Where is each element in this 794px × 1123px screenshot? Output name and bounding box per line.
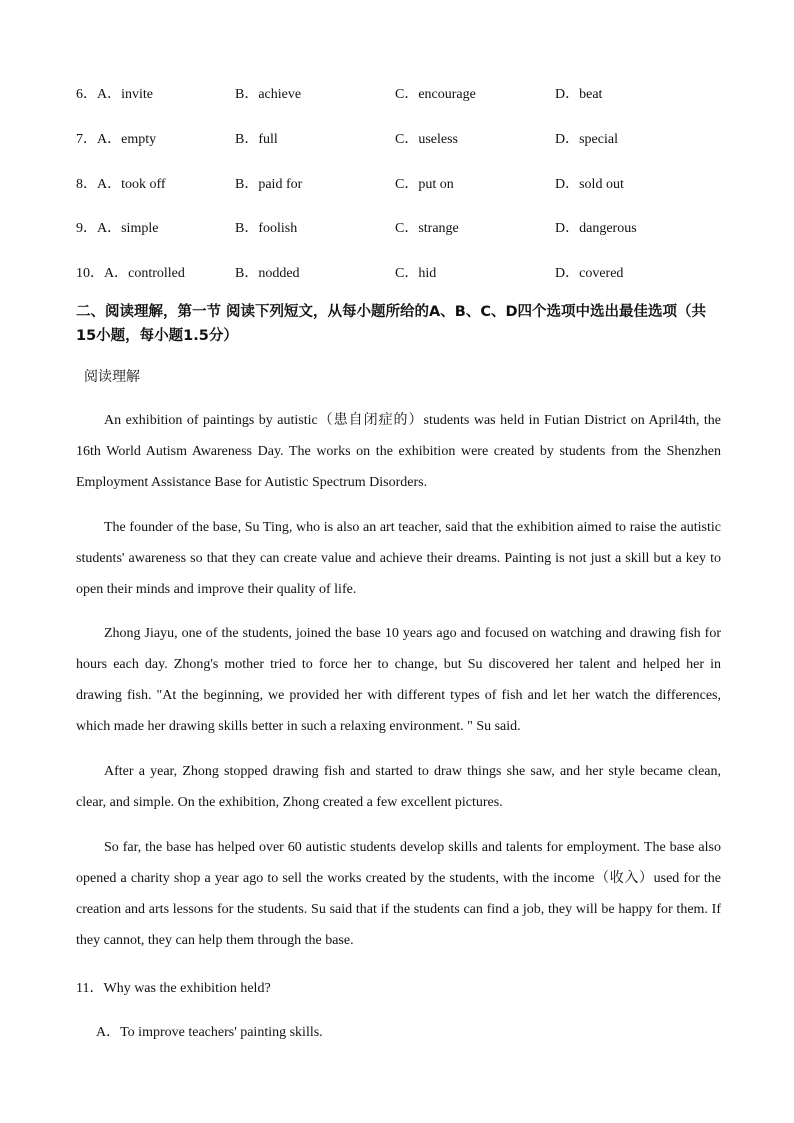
option-b: B．paid for [235, 177, 303, 192]
question-9 [76, 217, 736, 237]
option-b: B．nodded [235, 266, 300, 281]
section-title: 二、阅读理解，第一节 阅读下列短文，从每小题所给的A、B、C、D四个选项中选出最佳选项（共15小题，每小题1.5分） [76, 304, 706, 344]
option-c: C．put on [395, 177, 454, 192]
option-b: B．full [235, 132, 278, 147]
question-11-option-a: A．To improve teachers' painting skills. [96, 1025, 323, 1040]
option-c: C．hid [395, 266, 437, 281]
option-c: C．encourage [395, 87, 476, 102]
question-7 [76, 128, 736, 148]
question-10 [76, 262, 736, 282]
option-a: 7．A．empty [76, 132, 157, 147]
option-b: B．foolish [235, 221, 298, 236]
option-a: 8．A．took off [76, 177, 166, 192]
option-d: D．dangerous [555, 221, 637, 236]
option-c: C．strange [395, 221, 459, 236]
question-6 [76, 83, 736, 103]
option-d: D．beat [555, 87, 603, 102]
option-d: D．special [555, 132, 618, 147]
question-8 [76, 173, 736, 193]
paragraph-1: An exhibition of paintings by autistic（患自闭症的）students was held in Futian District on April4th, the 16th World Autism Awareness Day. The works on the exhibition were created by students from the Shenzhen Employment Assistance Base for Autistic Spectrum Disorders. [76, 413, 721, 490]
option-d: D．sold out [555, 177, 624, 192]
option-b: B．achieve [235, 87, 302, 102]
option-d: D．covered [555, 266, 624, 281]
paragraph-4: After a year, Zhong stopped drawing fish and started to draw things she saw, and her style became clean, clear, and simple. On the exhibition, Zhong created a few excellent pictures. [76, 764, 721, 810]
option-a: 9．A．simple [76, 221, 159, 236]
paragraph-5: So far, the base has helped over 60 autistic students develop skills and talents for employment. The base also opened a charity shop a year ago to sell the works created by the students, with the income（收入）used for the creation and arts lessons for the students. Su said that if the students can find a job, they will be happy for them. If they cannot, they can help them through the base. [76, 840, 721, 948]
option-a: 10．A．controlled [76, 266, 185, 281]
paragraph-2: The founder of the base, Su Ting, who is also an art teacher, said that the exhibition aimed to raise the autistic students' awareness so that they can create value and achieve their dreams. Painting is not just a skill but a key to open their minds and improve their quality of life. [76, 520, 721, 597]
paragraph-3: Zhong Jiayu, one of the students, joined the base 10 years ago and focused on watching and drawing fish for hours each day. Zhong's mother tried to force her to change, but Su discovered her talent and helped her in drawing fish. "At the beginning, we provided her with different types of fish and let her watch the differences, which made her drawing skills better in such a relaxing environment. " Su said. [76, 626, 721, 734]
question-11: 11．Why was the exhibition held? [76, 981, 271, 996]
option-c: C．useless [395, 132, 458, 147]
option-a: 6．A．invite [76, 87, 153, 102]
reading-subheading: 阅读理解 [84, 369, 140, 385]
